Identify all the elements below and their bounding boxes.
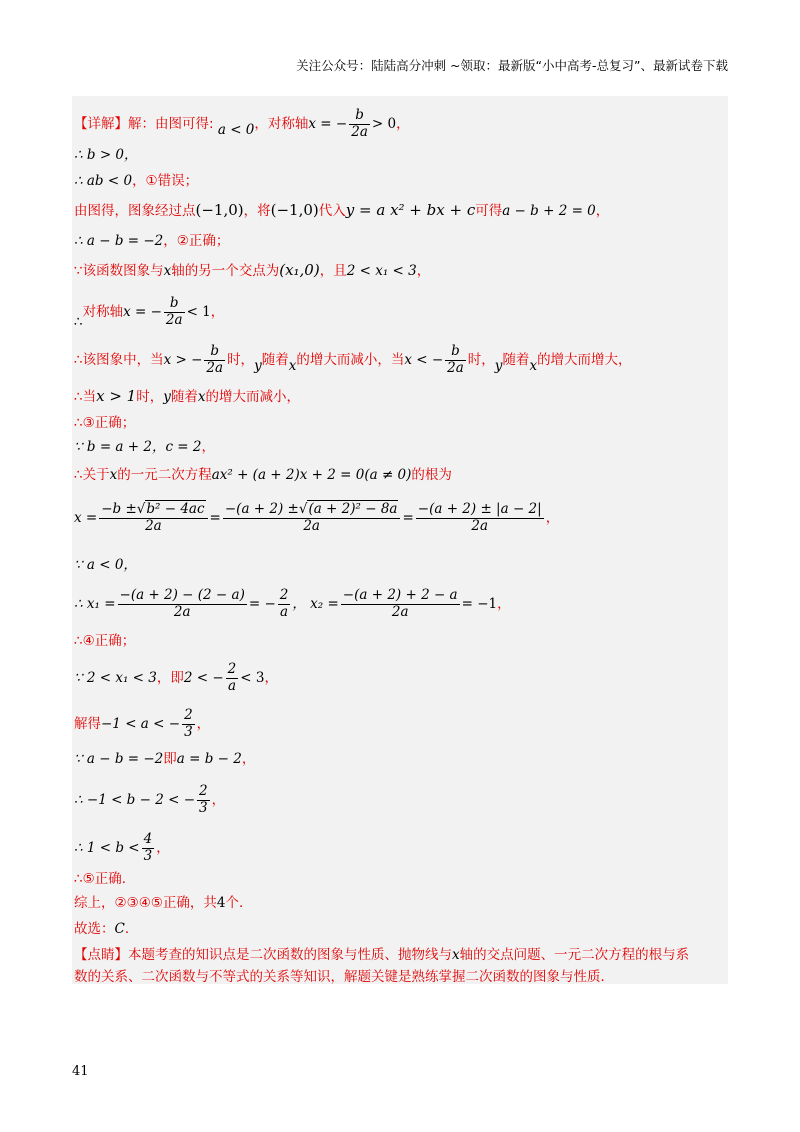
solution-line-20: ∴ −1 < b − 2 < − $\frac{2}{3}$ ， xyxy=(74,783,226,816)
solution-line-12: ∴关于x的一元二次方程ax² + (a + 2)x + 2 = 0(a ≠ 0)的根为 xyxy=(74,467,452,483)
solution-line-8: ∴该图象中，当x > − $\frac{b}{2a}$ 时，y随着x的增大而减小，当x < − $\frac{b}{2a}$ 时，y随着x的增大而增大， xyxy=(74,343,632,376)
fraction: $\frac{\text{−b ±√b² − 4ac}}{2a}$ xyxy=(99,502,207,534)
solution-line-2: ∴ b > 0， xyxy=(74,147,138,163)
fraction: $\frac{2}{a}$ xyxy=(279,587,289,620)
solution-line-25: 【点睛】本题考查的知识点是二次函数的图象与性质、抛物线与x轴的交点问题、一元二次方程的根与系 xyxy=(74,947,690,963)
solution-line-13: x = $\frac{\text{−b ±√b² − 4ac}}{2a}$ = $\frac{\text{−(a + 2) ±√(a + 2)² − 8a}}{2a}$ = $\frac{-(a + 2) \pm |a - 2|}{2a}$ ， xyxy=(74,501,560,534)
solution-line-11: ∵ b = a + 2，c = 2， xyxy=(74,439,215,455)
solution-line-7: ∴对称轴x = − $\frac{b}{2a}$ < 1， xyxy=(74,295,225,331)
solution-line-9: ∴当x > 1时，y随着x的增大而减小， xyxy=(74,387,300,405)
fraction: $\frac{2}{3}$ xyxy=(184,707,193,740)
fraction: $\frac{b}{2a}$ xyxy=(447,343,464,376)
solution-line-21: ∴ 1 < b < $\frac{4}{3}$ ， xyxy=(74,831,170,864)
fraction: $\frac{b}{2a}$ xyxy=(165,295,183,328)
solution-line-1: 【详解】解：由图可得: a < 0，对称轴x = − $\frac{b}{2a}$ > 0， xyxy=(74,107,410,140)
solution-line-16: ∴④正确； xyxy=(74,633,136,649)
solution-line-23: 综上，②③④⑤正确，共4个． xyxy=(74,895,253,911)
fraction: $\frac{b}{2a}$ xyxy=(351,107,368,140)
solution-line-3: ∴ ab < 0，①错误； xyxy=(74,173,199,189)
fraction: $\frac{\text{−(a + 2) ±√(a + 2)² − 8a}}{2a}$ xyxy=(223,502,401,534)
solution-line-4: 由图得，图象经过点(−1,0)，将(−1,0)代入y = a x² + bx + c可得a − b + 2 = 0， xyxy=(74,201,610,219)
solution-line-5: ∴ a − b = −2，②正确； xyxy=(74,233,230,249)
fraction: $\frac{2}{3}$ xyxy=(199,783,208,816)
detail-tag: 【详解】 xyxy=(74,116,128,133)
solution-line-17: ∵ 2 < x₁ < 3，即2 < − $\frac{2}{a}$ < 3， xyxy=(74,661,278,694)
fraction: $\frac{-(a + 2) \pm |a - 2|}{2a}$ xyxy=(417,501,542,534)
solution-line-19: ∵ a − b = −2即a = b − 2， xyxy=(74,751,256,767)
solution-line-22: ∴⑤正确． xyxy=(74,871,136,887)
solution-line-18: 解得−1 < a < − $\frac{2}{3}$ ， xyxy=(74,707,211,740)
summary-tag: 【点睛】 xyxy=(74,947,128,963)
page-number: 41 xyxy=(72,1064,89,1079)
fraction: $\frac{4}{3}$ xyxy=(143,831,153,864)
solution-line-15: ∴ x₁ = $\frac{-(a + 2) - (2 - a)}{2a}$ = − $\frac{2}{a}$ ， x₂ = $\frac{-(a + 2) + 2 - a}{2a}$ = −1， xyxy=(74,587,511,620)
page-header: 关注公众号：陆陆高分冲刺 ~领取：最新版“小中高考-总复习”、最新试卷下载 xyxy=(296,58,728,73)
solution-line-10: ∴③正确； xyxy=(74,415,136,431)
solution-line-14: ∵ a < 0， xyxy=(74,557,137,573)
solution-line-24: 故选：C． xyxy=(74,921,139,937)
solution-line-6: ∵该函数图象与x轴的另一个交点为(x₁,0)，且2 < x₁ < 3， xyxy=(74,261,431,279)
solution-line-26: 数的关系、二次函数与不等式的关系等知识，解题关键是熟练掌握二次函数的图象与性质． xyxy=(74,969,614,985)
fraction: $\frac{-(a + 2) + 2 - a}{2a}$ xyxy=(342,587,458,620)
fraction: $\frac{b}{2a}$ xyxy=(206,343,224,376)
fraction: $\frac{2}{a}$ xyxy=(227,661,237,694)
solution-block xyxy=(72,96,728,984)
fraction: $\frac{-(a + 2) - (2 - a)}{2a}$ xyxy=(119,587,245,620)
